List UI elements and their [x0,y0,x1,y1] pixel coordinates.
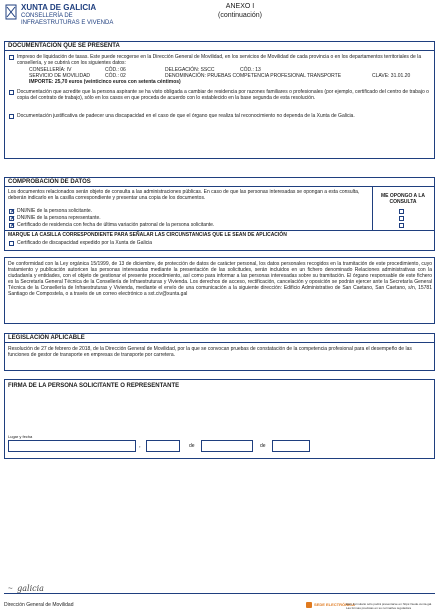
comp-item-3-label: Certificado de residencia con fecha de última variación patronal de la persona solicitante. [17,222,215,228]
doc-item-2-text: Documentación que acredite que la persona aspirante se ha visto obligada a cambiar de residencia por razones familiares o profesionales (por ejemplo, certificado del centro de trabajo o copia del contrato de trabajo), sólo en los casos en que proceda de acuerdo con lo establecido en la base segunda de esta resolución. [17,89,429,101]
place-date-label: Lugar y fecha [8,434,33,439]
legislacion-section [4,333,435,371]
doc-item-1-text: Impreso de liquidación de tasas. Este puede recogerse en la Dirección General de Movilidad, en los servicios de Movilidad de cada provincia o en los departamentos territoriales de la consellería, y se cubrirá con los siguientes datos: [17,54,422,66]
sede-text: Este formulario sólo podrá presentarse en https://sede.xunta.gal. Las formas previstas en su normativa reguladora [346,602,433,610]
comp-item-1-label: DNI/NIE de la persona solicitante. [17,208,93,214]
dept-line-2: INFRAESTRUTURAS E VIVENDA [21,20,114,26]
galicia-logo-text: galicia [17,584,44,593]
documentacion-section [4,41,435,159]
comp-item-3-mark: ✕ [10,223,16,229]
dept-line-1: CONSELLERÍA DE [21,13,73,19]
comp-item-1-mark: ✕ [10,209,16,215]
comprobacion-intro: Los documentos relacionados serán objeto de consulta a las administraciones públicas. En caso de que las personas interesadas se opongan a esta consulta, deberán indicarlo en la casilla correspondiente y presentar una copia de los documentos. [8,189,360,201]
year-input[interactable] [272,440,310,452]
legislacion-text: Resolución de 27 de febrero de 2018, de la Dirección General de Movilidad, por la que se convocan pruebas de constatación de la competencia profesional para el desempeño de las funciones de gestor de transporte en empresas de transporte por carretera. [8,346,412,358]
tasa-servicio: SERVICIO DE MOVILIDAD [29,73,91,79]
comp-item-1-oppose-checkbox[interactable] [399,209,404,214]
sede-logo-icon [306,602,312,608]
comma-separator: , [139,443,141,449]
de-label-1: de [189,443,195,449]
annex-subtitle: (continuación) [218,12,262,19]
privacy-text: De conformidad con la Ley orgánica 15/1999, de 13 de diciembre, de protección de datos de carácter personal, los datos personales recogidos en la tramitación de este procedimiento, cuyo tratamiento y publicación autoricen las personas interesadas mediante la presentación de las solicitudes, serán incluidos en un fichero denominado Relaciones administrativas con la ciudadanía y entidades, con el objeto de gestionar el presente procedimiento, así como para informar a las personas interesadas sobre su tramitación. El órgano responsable de este fichero es la Secretaría General Técnica de la Consellería de Infraestruturas y Vivienda. Los derechos de acceso, rectificación, cancelación y oposición se podrán ejercer ante la Secretaría General Técnica de la Consellería de Infraestruturas y Vivienda, mediante el envío de una comunicación a la siguiente dirección: Edificio Administrativo de San Caetano, San Caetano, s/n, 15781 Santiago de Compostela, o a través de un correo electrónico a sxt.civ@xunta.gal [8,261,432,297]
mark-title: MARQUE LA CASILLA CORRESPONDIENTE PARA SEÑALAR LAS CIRCUNSTANCIAS QUE LE SEAN DE APLICACIÓN [8,232,287,238]
sede-label: SEDE ELECTRÓNICA [314,602,355,607]
header [0,0,439,40]
xunta-logo-icon [5,4,17,20]
mark-divider [5,230,434,231]
oppose-column-divider [372,187,373,230]
firma-section [4,379,435,459]
tasa-clave: CLAVE: 31.01.20 [372,73,411,79]
annex-title: ANEXO I [225,3,255,10]
comp-item-2-oppose-checkbox[interactable] [399,216,404,221]
tasa-cod1: CÓD.: 06 [105,67,126,73]
month-input[interactable] [201,440,253,452]
doc-item-3-text: Documentación justificativa de padecer una discapacidad en el caso de que el órgano que realiza tal reconocimiento no dependa de la Xunta de Galicia. [17,113,355,119]
doc-item-2-checkbox[interactable] [9,90,14,95]
tasa-cod3: CÓD.: 02 [105,73,126,79]
privacy-section [4,257,435,324]
doc-item-1-checkbox[interactable] [9,55,14,60]
tasa-delegacion: DELEGACIÓN: SSCC [165,67,215,73]
footer-dept: Dirección General de Movilidad [4,602,74,608]
mark-item-checkbox[interactable] [9,241,14,246]
place-input[interactable] [8,440,136,452]
day-input[interactable] [146,440,180,452]
mark-item-label: Certificado de discapacidad expedido por la Xunta de Galicia [17,240,153,246]
tasa-denominacion: DENOMINACIÓN: PRUEBAS COMPETENCIA PROFESIONAL TRANSPORTE [165,73,342,79]
legislacion-title: LEGISLACIÓN APLICABLE [5,334,434,343]
tasa-consellería: CONSELLERÍA: IV [29,67,72,73]
footer-divider [4,593,435,594]
comprobacion-section [4,177,435,251]
comp-item-2-mark: ✕ [10,216,16,222]
org-name: XUNTA DE GALICIA [21,3,97,12]
galicia-wave-icon: ~ [8,584,13,593]
oppose-header: ME OPONGO A LA CONSULTA [380,193,426,205]
tasa-cod2: CÓD.: 13 [240,67,261,73]
de-label-2: de [260,443,266,449]
doc-item-3-checkbox[interactable] [9,114,14,119]
comp-item-3-oppose-checkbox[interactable] [399,223,404,228]
documentacion-title: DOCUMENTACIÓN QUE SE PRESENTA [5,42,434,51]
firma-title: FIRMA DE LA PERSONA SOLICITANTE O REPRESENTANTE [8,383,180,389]
comprobacion-title: COMPROBACIÓN DE DATOS [5,178,434,187]
comp-item-2-label: DNI/NIE de la persona representante. [17,215,101,221]
tasa-importe: IMPORTE: 25,70 euros (veinticinco euros con setenta céntimos) [29,79,181,85]
